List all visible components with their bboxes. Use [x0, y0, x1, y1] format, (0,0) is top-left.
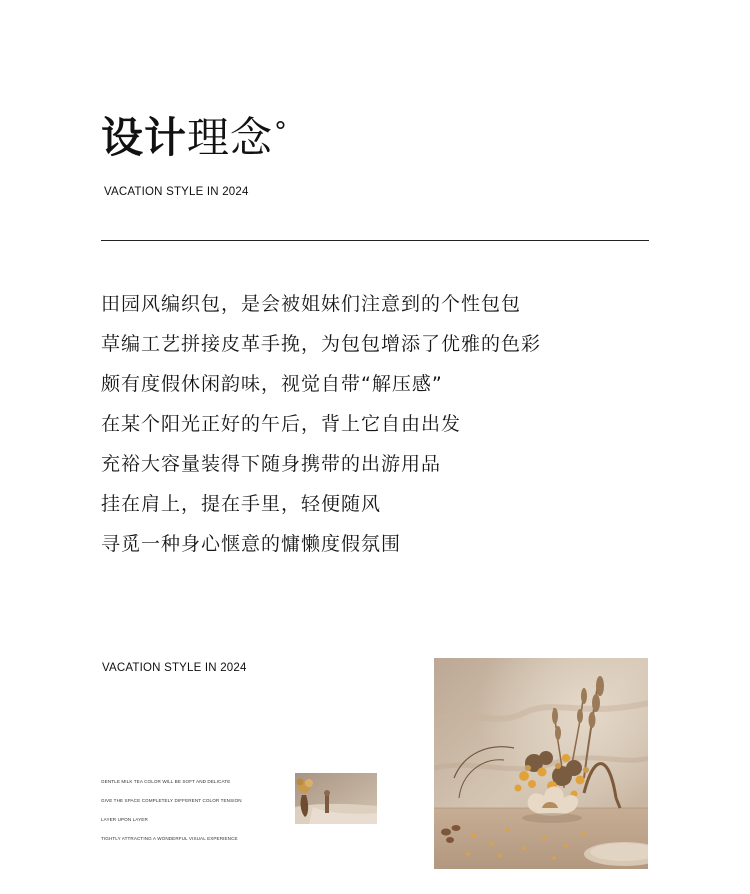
description-line: 寻觅一种身心惬意的慵懒度假氛围 [101, 533, 402, 555]
vase-thumbnail-image [295, 773, 377, 824]
description-line: 田园风编织包，是会被姐妹们注意到的个性包包 [101, 293, 522, 315]
fine-print-line: TIGHTLY ATTRACTING A WONDERFUL VISUAL EXPERIENCE [101, 836, 238, 841]
subtitle-top: VACATION STYLE IN 2024 [104, 186, 249, 198]
dried-flower-arrangement-image [434, 658, 648, 869]
description-paragraph [101, 284, 541, 564]
fine-print-block [101, 772, 242, 848]
description-line: 草编工艺拼接皮革手挽，为包包增添了优雅的色彩 [101, 333, 542, 355]
title-degree-mark: ° [274, 117, 289, 147]
subtitle-bottom: VACATION STYLE IN 2024 [102, 662, 247, 674]
description-line: 颇有度假休闲韵味，视觉自带“解压感” [101, 373, 443, 395]
fine-print-line: GENTLE MILK TEA COLOR WILL BE SOFT AND DELICATE [101, 779, 231, 784]
page-title [101, 112, 288, 164]
fine-print-line: LAYER UPON LAYER [101, 817, 148, 822]
title-light-part: 理念 [187, 113, 274, 162]
fine-print-line: GIVE THE SPACE COMPLETELY DIFFERENT COLOR TENSION [101, 798, 242, 803]
description-line: 挂在肩上，提在手里，轻便随风 [101, 493, 382, 515]
title-bold-part: 设计 [101, 113, 188, 162]
description-line: 在某个阳光正好的午后，背上它自由出发 [101, 413, 462, 435]
description-line: 充裕大容量装得下随身携带的出游用品 [101, 453, 442, 475]
section-divider [101, 240, 649, 241]
